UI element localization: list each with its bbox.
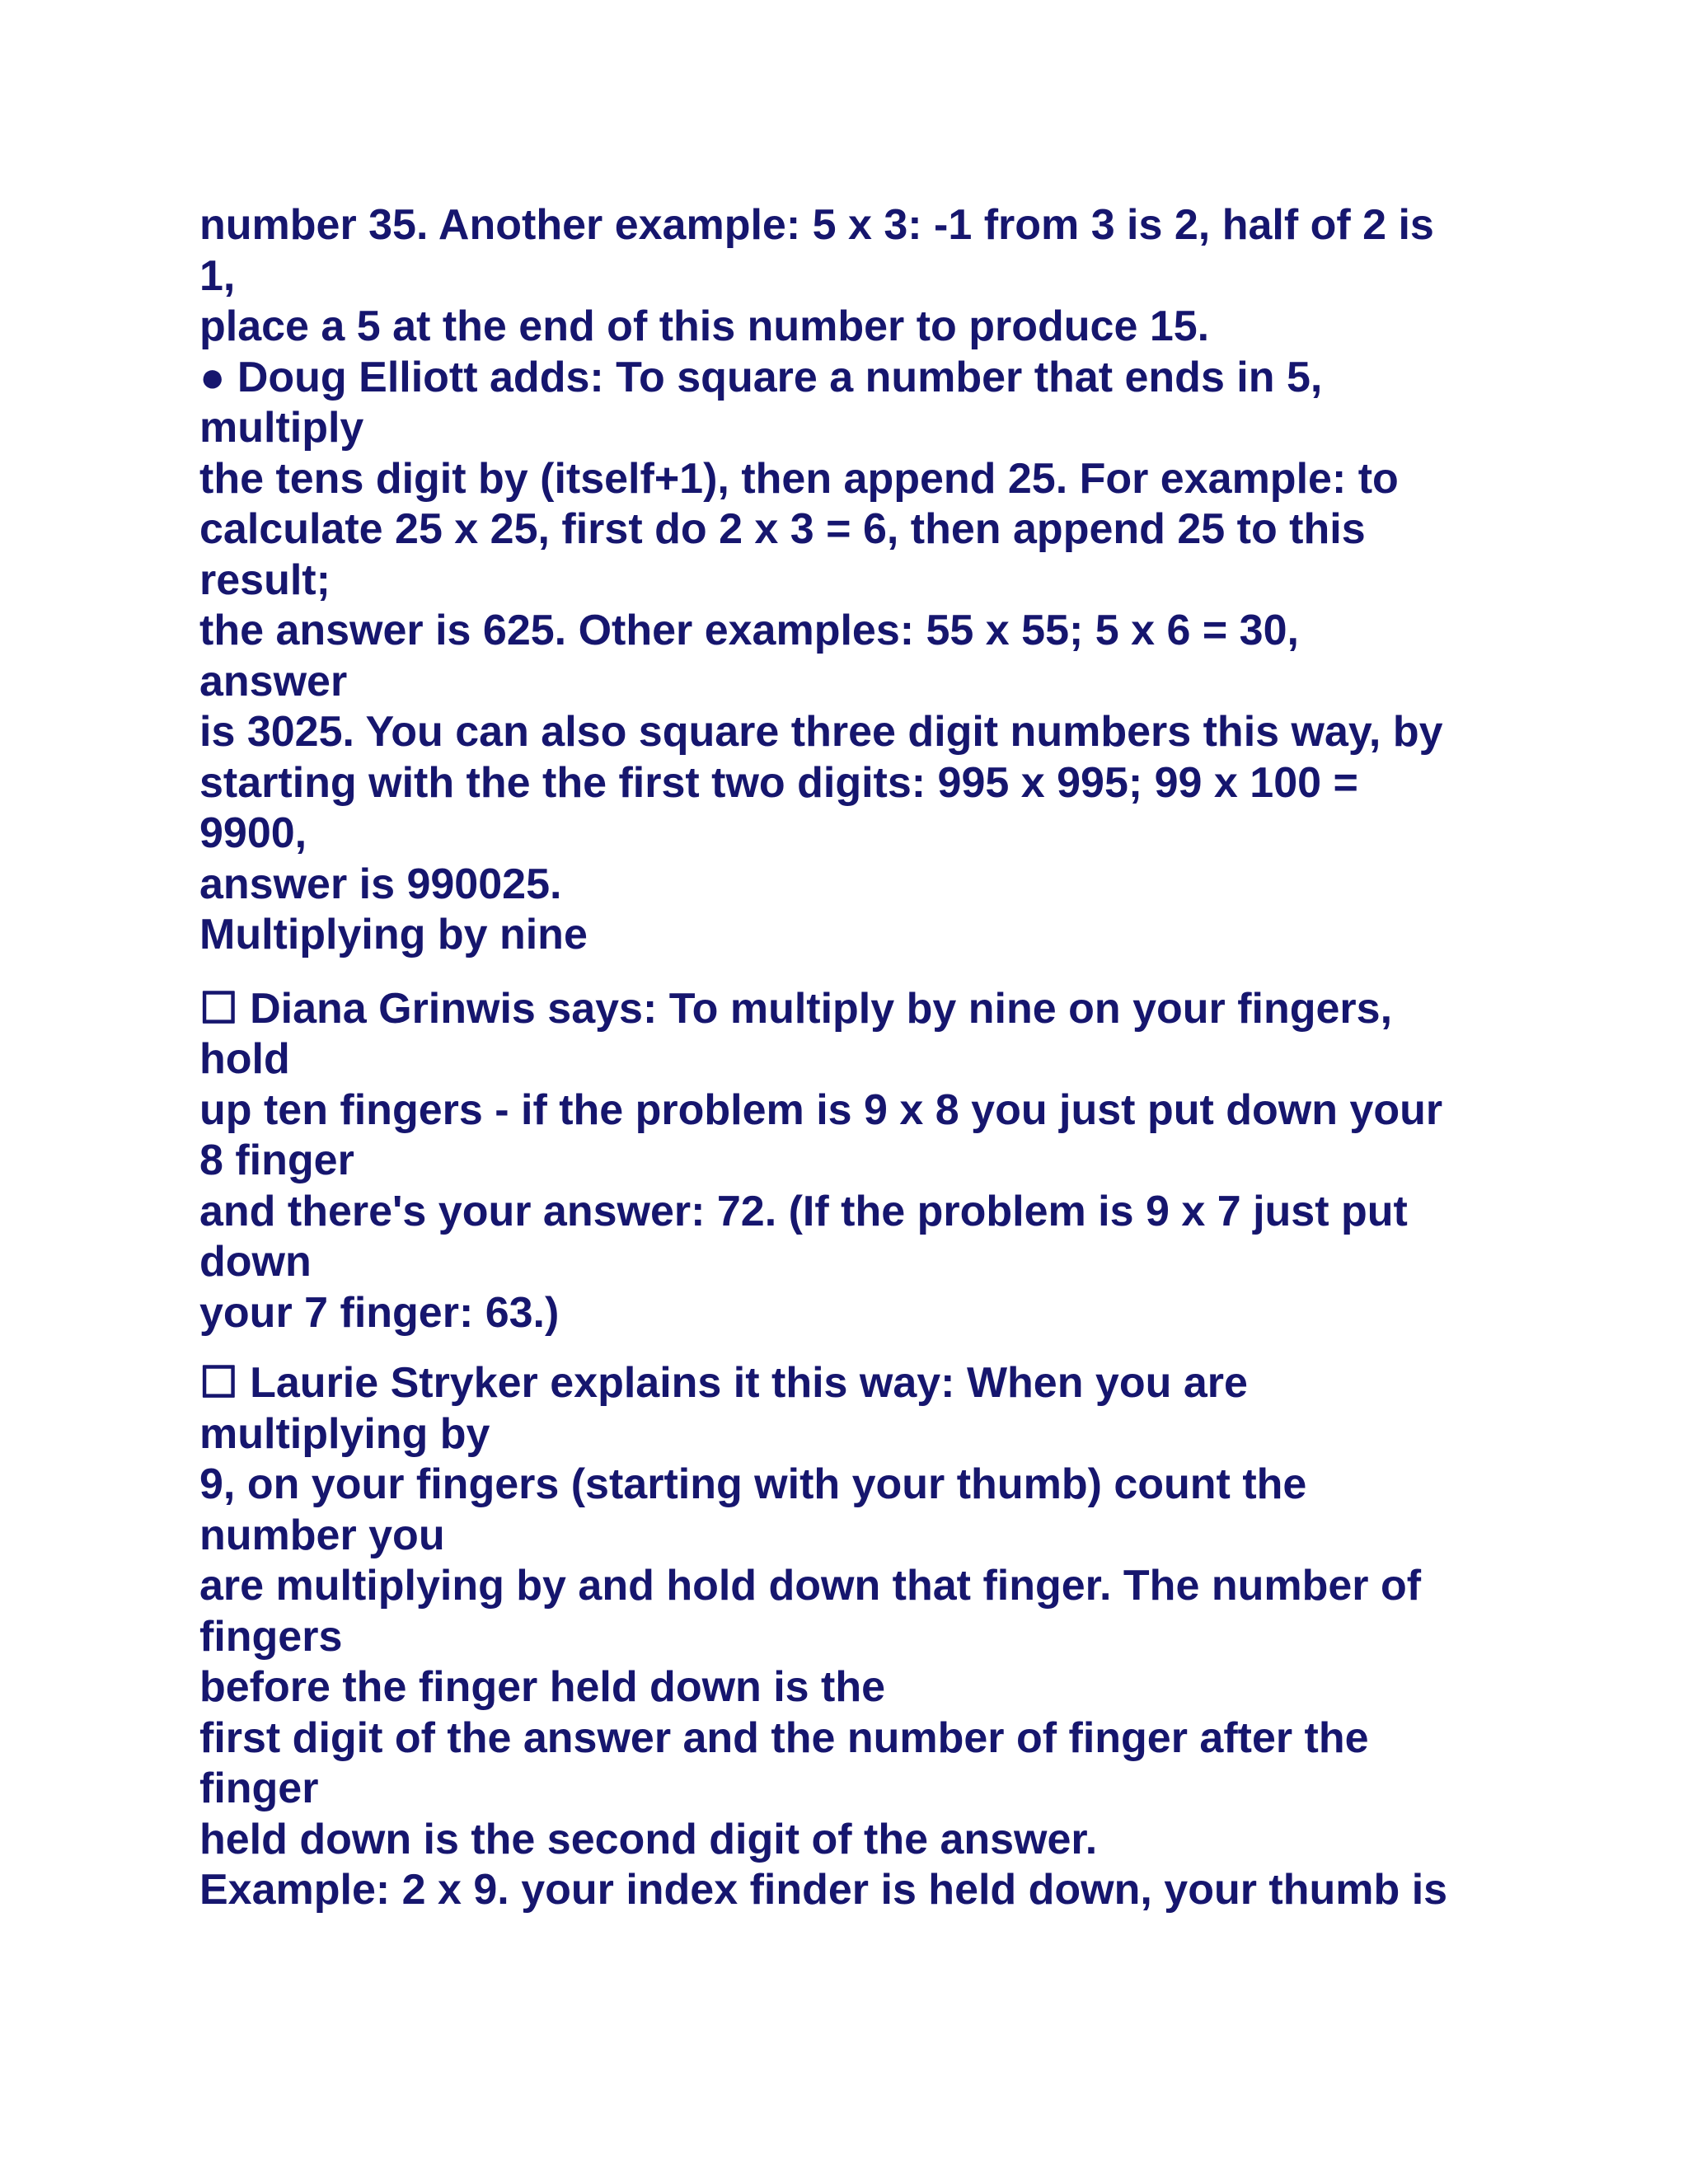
- text-line: your 7 finger: 63.): [199, 1288, 560, 1337]
- text-section-1: [199, 200, 1584, 961]
- text-line: number you: [199, 1511, 445, 1559]
- text-line: Example: 2 x 9. your index finder is held down, your thumb is: [199, 1866, 1448, 1914]
- text-line: finger: [199, 1765, 319, 1812]
- text-line: calculate 25 x 25, first do 2 x 3 = 6, then append 25 to this: [199, 505, 1366, 553]
- text-line: 1,: [199, 251, 236, 300]
- text-line: down: [199, 1238, 312, 1286]
- text-line: fingers: [199, 1612, 343, 1661]
- bullet-line: ● Doug Elliott adds: To square a number that ends in 5,: [199, 353, 1323, 401]
- text-line: are multiplying by and hold down that finger. The number of: [199, 1562, 1422, 1610]
- text-line: before the finger held down is the: [199, 1663, 886, 1711]
- text-line: multiply: [199, 404, 364, 452]
- text-line: starting with the the first two digits: 995 x 995; 99 x 100 =: [199, 758, 1358, 807]
- text-line: result;: [199, 555, 331, 604]
- paragraph-gap: [199, 1338, 1584, 1358]
- text-line: multiplying by: [199, 1409, 490, 1458]
- text-section-3: [199, 1358, 1584, 1916]
- text-line: number 35. Another example: 5 x 3: -1 from 3 is 2, half of 2 is: [199, 201, 1434, 249]
- text-line: 9900,: [199, 809, 307, 857]
- checkbox-bullet-line: ☐ Diana Grinwis says: To multiply by nine on your fingers,: [199, 984, 1393, 1033]
- text-line: 8 finger: [199, 1137, 354, 1184]
- text-line: answer: [199, 657, 348, 705]
- text-line: is 3025. You can also square three digit numbers this way, by: [199, 708, 1443, 756]
- document-body: [199, 200, 1584, 1916]
- text-line: answer is 990025.: [199, 860, 562, 908]
- text-line: hold: [199, 1035, 290, 1083]
- paragraph-gap: [199, 961, 1584, 984]
- text-line: the tens digit by (itself+1), then append 25. For example: to: [199, 454, 1399, 503]
- text-line: the answer is 625. Other examples: 55 x 55; 5 x 6 = 30,: [199, 607, 1299, 654]
- text-section-2: [199, 984, 1584, 1339]
- text-line: place a 5 at the end of this number to produce 15.: [199, 302, 1210, 350]
- text-line: first digit of the answer and the number of finger after the: [199, 1713, 1369, 1762]
- text-line: 9, on your fingers (starting with your thumb) count the: [199, 1460, 1307, 1508]
- text-line: and there's your answer: 72. (If the problem is 9 x 7 just put: [199, 1187, 1408, 1235]
- checkbox-bullet-line: ☐ Laurie Stryker explains it this way: When you are: [199, 1359, 1248, 1407]
- text-line: up ten fingers - if the problem is 9 x 8 you just put down your: [199, 1085, 1443, 1134]
- section-heading: Multiplying by nine: [199, 911, 588, 958]
- text-line: held down is the second digit of the answer.: [199, 1815, 1098, 1863]
